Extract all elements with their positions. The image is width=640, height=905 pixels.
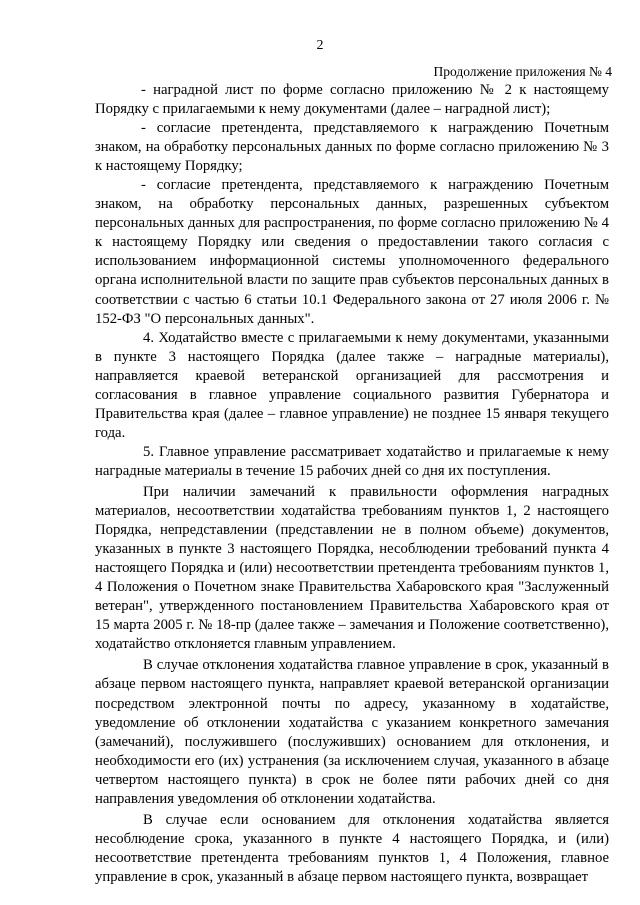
paragraph-return: В случае если основанием для отклонения ходатайства является несоблюдение срока, указанного в пункте 4 настоящего Порядка, и (или) несоответствие претендента требованиям пунктов 1, 4 Положения, главное управление в срок, указанный в абзаце первом настоящего пункта, возвращает xyxy=(95,811,609,885)
page-number: 2 xyxy=(316,38,324,53)
list-item-consent-distribution: - согласие претендента, представляемого к награждению Почетным знаком, на обработку персональных данных, разрешенных субъектом персональных данных для распространения, по форме согласно приложению № 4 к настоящему Порядку или сведения о предоставлении такого согласия с использованием информационной системы уполномоченного федерального органа исполнительной власти по защите прав субъектов персональных данных в соответствии с частью 6 статьи 10.1 Федерального закона от 27 июля 2006 г. № 152-ФЗ "О персональных данных". xyxy=(95,177,609,327)
paragraph-remarks: При наличии замечаний к правильности оформления наградных материалов, несоответствии ходатайства требованиям пунктов 1, 2 настоящего Порядка, непредставлении (представлении не в полном объеме) документов, указанных в пункте 3 настоящего Порядка, несоблюдении требований пункта 4 настоящего Порядка и (или) несоответствии претендента требованиям пунктов 1, 4 Положения о Почетном знаке Правительства Хабаровского края "Заслуженный ветеран", утвержденного постановлением Правительства Хабаровского края от 15 марта 2005 г. № 18-пр (далее также – замечания и Положение соответственно), ходатайство отклоняется главным управлением. xyxy=(95,483,609,653)
appendix-continuation-header: Продолжение приложения № 4 xyxy=(433,64,612,79)
document-body xyxy=(95,81,609,887)
list-item-consent-processing: - согласие претендента, представляемого к награждению Почетным знаком, на обработку персональных данных по форме согласно приложению № 3 к настоящему Порядку; xyxy=(95,120,609,175)
paragraph-item-5: 5. Главное управление рассматривает ходатайство и прилагаемые к нему наградные материалы в течение 15 рабочих дней со дня их поступления. xyxy=(95,443,609,479)
paragraph-item-4: 4. Ходатайство вместе с прилагаемыми к нему документами, указанными в пункте 3 настоящего Порядка (далее также – наградные материалы), направляется краевой ветеранской организацией для рассмотрения и согласования в главное управление социального развития Губернатора и Правительства края (далее – главное управление) не позднее 15 января текущего года. xyxy=(95,329,609,441)
list-item-award-sheet: - наградной лист по форме согласно приложению № 2 к настоящему Порядку с прилагаемыми к нему документами (далее – наградной лист); xyxy=(95,82,609,118)
paragraph-rejection: В случае отклонения ходатайства главное управление в срок, указанный в абзаце первом настоящего пункта, направляет краевой ветеранской организации посредством электронной почты по адресу, указанному в ходатайстве, уведомление об отклонении ходатайства с указанием конкретного замечания (замечаний), послужившего (послуживших) основанием для отклонения, и необходимости его (их) устранения (за исключением случая, указанного в абзаце четвертом настоящего пункта) в срок не более пяти рабочих дней со дня направления уведомления об отклонении ходатайства. xyxy=(95,657,609,807)
